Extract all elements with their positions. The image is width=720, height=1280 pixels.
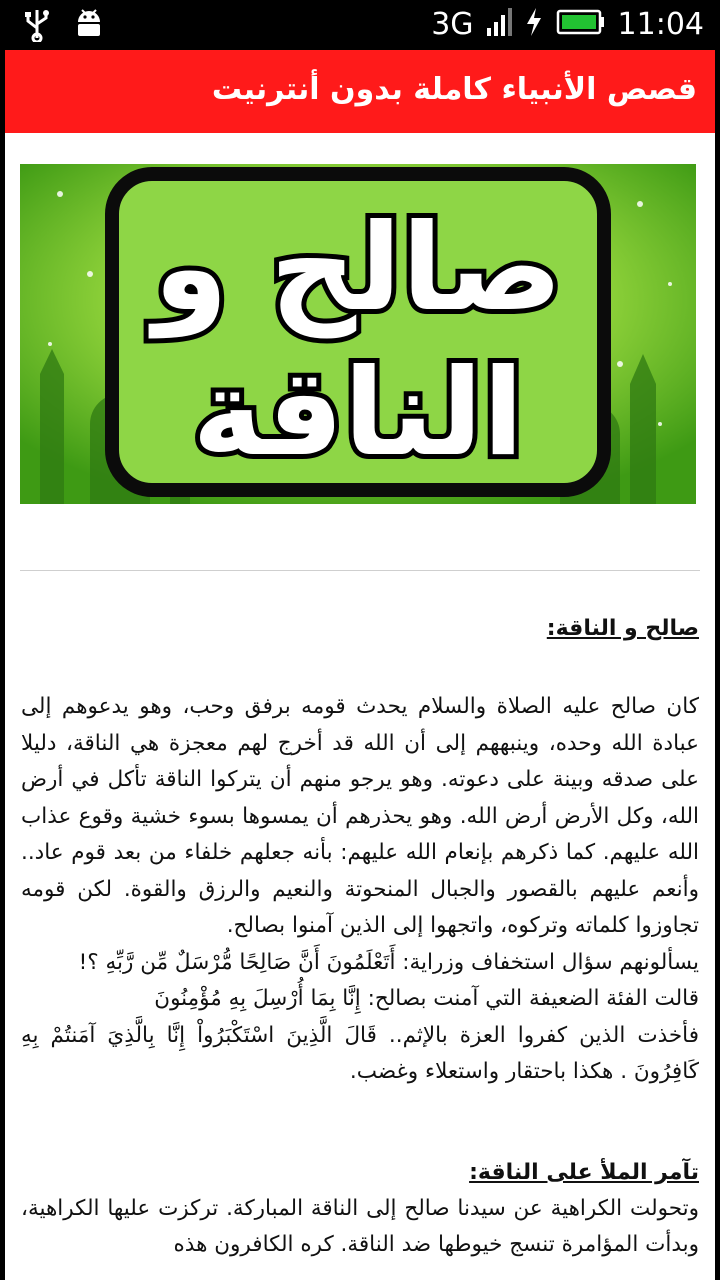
paragraph: يسألونهم سؤال استخفاف وزراية: أَتَعْلَمُونَ أَنَّ صَالِحًا مُّرْسَلٌ مِّن رَّبِّهِ ؟! — [78, 949, 699, 975]
signal-icon — [486, 6, 512, 42]
paragraph: فأخذت الذين كفروا العزة بالإثم.. قَالَ الَّذِينَ اسْتَكْبَرُواْ إِنَّا بِالَّذِيَ آمَنتُمْ بِهِ كَافِرُونَ . هكذا باحتقار واستعلاء وغضب. — [21, 1022, 699, 1084]
hero-image — [20, 164, 696, 504]
app-bar — [5, 50, 715, 133]
page-title: قصص الأنبياء كاملة بدون أنترنيت — [211, 72, 697, 107]
charging-icon — [524, 6, 544, 42]
paragraph: قالت الفئة الضعيفة التي آمنت بصالح: إِنَّا بِمَا أُرْسِلَ بِهِ مُؤْمِنُونَ — [154, 986, 699, 1011]
clock: 11:04 — [617, 6, 704, 42]
paragraph: كان صالح عليه الصلاة والسلام يحدث قومه برفق وحب، وهو يدعوهم إلى عبادة الله وحده، وينبههم إلى أن الله قد أخرج لهم معجزة هي الناقة، دليلا على صدقه وبينة على دعوته. وهو يرجو منهم أن يتركوا الناقة تأكل في أرض الله، وكل الأرض أرض الله. وهو يحذرهم أن يمسوها بسوء خشية وقوع عذاب الله عليهم. كما ذكرهم بإنعام الله عليهم: بأنه جعلهم خلفاء من بعد قوم عاد.. وأنعم عليهم بالقصور والجبال المنحوتة والنعيم والرزق والقوة. لكن قومه تجاوزوا كلماته وتركوه، واتجهوا إلى الذين آمنوا بصالح. — [21, 694, 699, 938]
paragraph: وتحولت الكراهية عن سيدنا صالح إلى الناقة المباركة. تركزت عليها الكراهية، وبدأت المؤامرة تنسج خيوطها ضد الناقة. كره الكافرون هذه — [21, 1195, 699, 1257]
article — [21, 571, 699, 1264]
battery-icon — [556, 7, 606, 41]
status-bar — [0, 0, 720, 50]
android-debug-icon — [74, 8, 104, 46]
network-type: 3G — [431, 6, 474, 42]
hero-line1: صالح و — [153, 199, 563, 338]
usb-icon — [22, 8, 52, 46]
section-title: صالح و الناقة: — [546, 616, 699, 641]
content-scroll[interactable] — [5, 133, 715, 1280]
hero-line2: الناقة — [192, 344, 524, 483]
section-title: تآمر الملأ على الناقة: — [469, 1159, 699, 1185]
